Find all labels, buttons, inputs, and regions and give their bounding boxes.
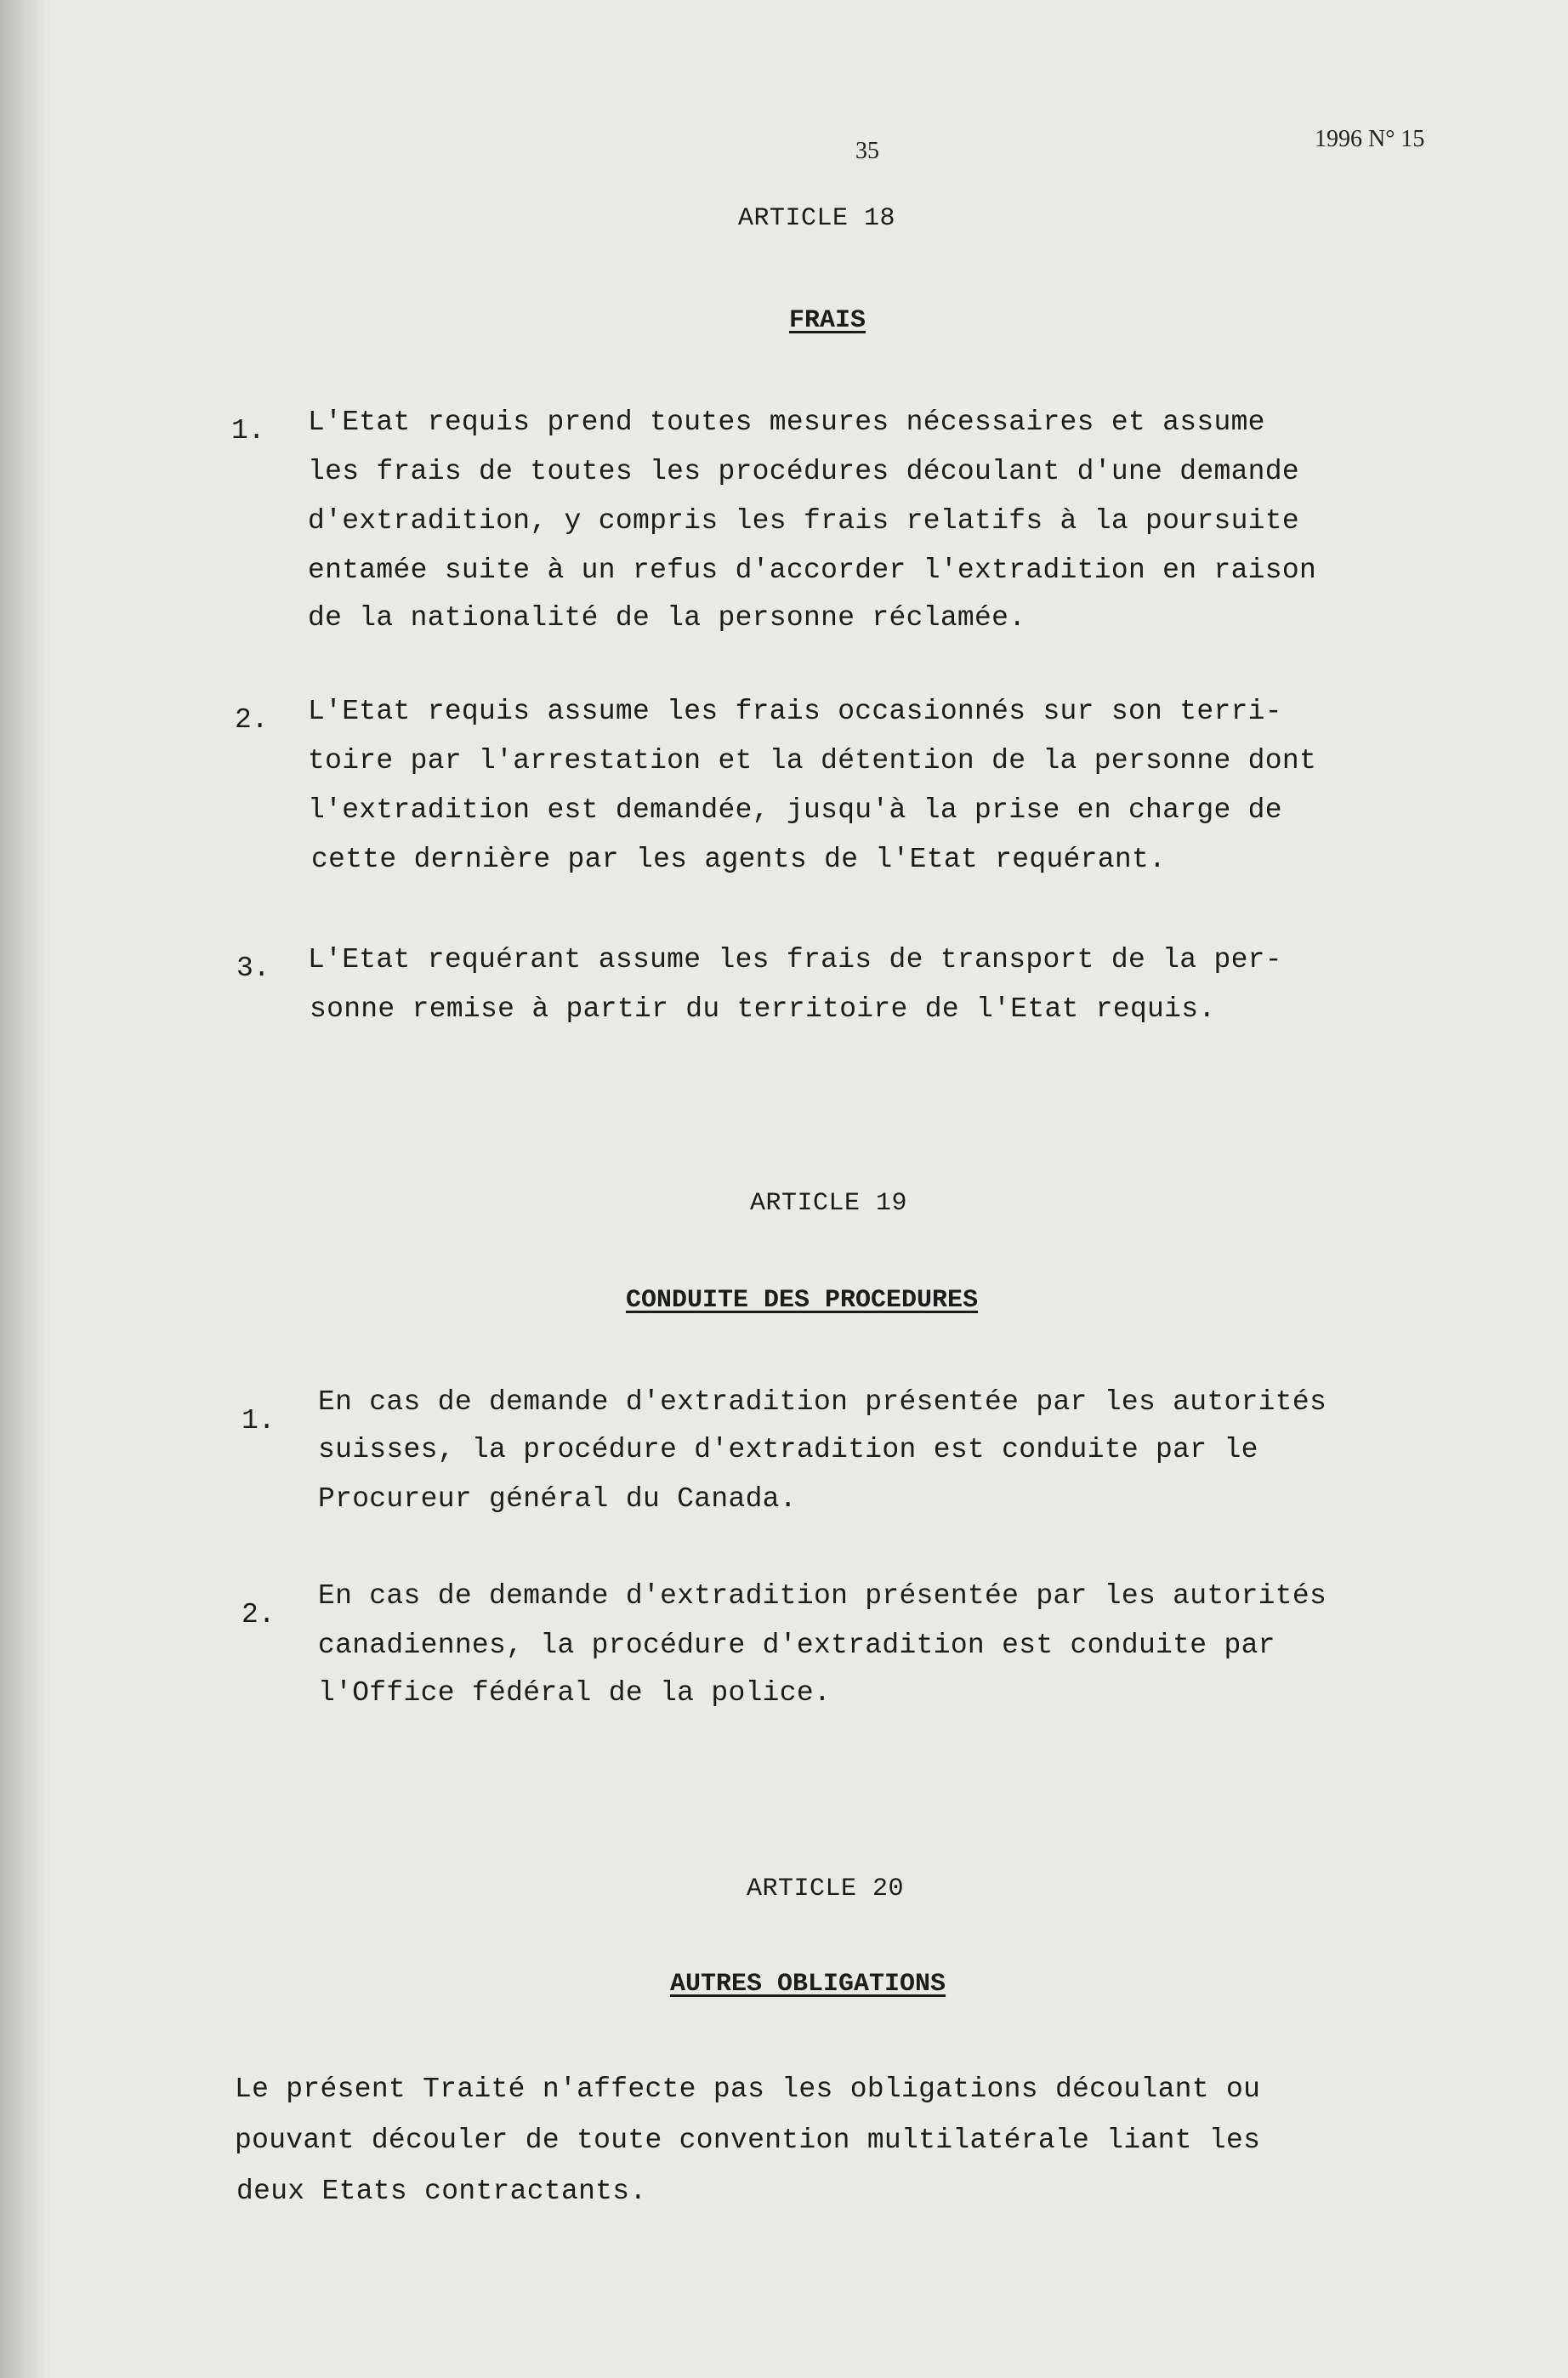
paragraph-line: Procureur général du Canada. [318,1483,797,1515]
paragraph-line: l'extradition est demandée, jusqu'à la prise en charge de [308,794,1282,826]
paragraph-line: En cas de demande d'extradition présentée par les autorités [318,1580,1327,1612]
paragraph-number: 2. [241,1599,276,1630]
paragraph-line: deux Etats contractants. [236,2176,647,2207]
paragraph-line: cette dernière par les agents de l'Etat requérant. [311,844,1167,875]
paragraph-line: toire par l'arrestation et la détention de la personne dont [308,745,1317,777]
gazette-reference: 1996 N° 15 [1315,126,1425,152]
paragraph-line: d'extradition, y compris les frais relatifs à la poursuite [308,505,1299,537]
paragraph-line: de la nationalité de la personne réclamée. [308,602,1026,634]
article-18-heading: ARTICLE 18 [738,204,896,233]
paragraph-line: les frais de toutes les procédures découlant d'une demande [308,456,1299,487]
paragraph-number: 1. [231,415,265,447]
article-20-heading: ARTICLE 20 [747,1875,905,1903]
article-19-heading: ARTICLE 19 [750,1189,908,1218]
paragraph-line: sonne remise à partir du territoire de l'Etat requis. [310,993,1216,1025]
paragraph-line: L'Etat requis assume les frais occasionnés sur son terri- [308,696,1282,727]
paragraph-line: En cas de demande d'extradition présentée par les autorités [318,1386,1327,1418]
paragraph-line: L'Etat requérant assume les frais de transport de la per- [308,944,1282,976]
paragraph-number: 3. [236,953,270,984]
paragraph-line: entamée suite à un refus d'accorder l'extradition en raison [308,555,1317,586]
page-number: 35 [855,138,879,164]
paragraph-line: l'Office fédéral de la police. [318,1677,832,1709]
paragraph-line: L'Etat requis prend toutes mesures nécessaires et assume [308,407,1265,438]
paragraph-line: Le présent Traité n'affecte pas les obligations découlant ou [235,2074,1261,2105]
paragraph-line: suisses, la procédure d'extradition est conduite par le [318,1434,1258,1465]
paragraph-number: 1. [241,1405,276,1436]
article-20-title: AUTRES OBLIGATIONS [670,1970,946,1999]
paragraph-line: canadiennes, la procédure d'extradition est conduite par [318,1630,1275,1661]
paragraph-line: pouvant découler de toute convention multilatérale liant les [235,2125,1261,2156]
article-19-title: CONDUITE DES PROCEDURES [626,1286,979,1315]
paragraph-number: 2. [235,704,269,736]
article-18-title: FRAIS [789,306,866,335]
